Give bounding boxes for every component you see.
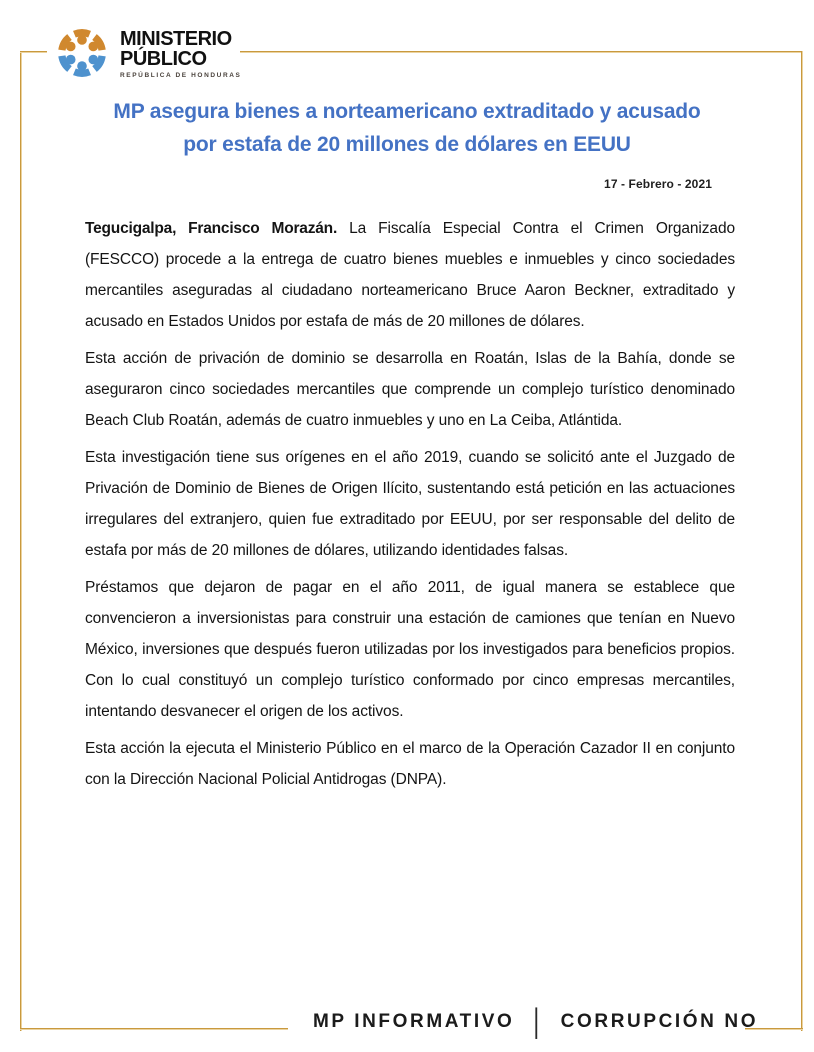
article-date: 17 - Febrero - 2021 [604,177,712,191]
footer-left-label: MP INFORMATIVO [313,1011,515,1032]
footer-right-label: CORRUPCIÓN NO [560,1011,759,1032]
footer-separator: │ [529,1007,546,1037]
article-title [82,95,732,161]
frame-top-line [240,51,803,53]
paragraph-text: La Fiscalía Especial Contra el Crimen Organizado (FESCCO) procede a la entrega de cuatro bienes muebles e inmuebles y cinco sociedades mercantiles aseguradas al ciudadano norteamericano Bruce Aaron Beckner, extraditado y acusado en Estados Unidos por estafa de más de 20 millones de dólares. [85,220,735,330]
frame-bottom-left-line [20,1028,288,1030]
logo-name-line2: PÚBLICO [120,48,207,70]
paragraph [85,442,735,566]
paragraph-lead: Tegucigalpa, Francisco Morazán. [85,220,338,237]
frame-top-left-stub [20,51,47,53]
footer-banner [313,1009,758,1035]
logo-subtitle: REPÚBLICA DE HONDURAS [120,72,242,79]
paragraph [85,213,735,337]
paragraph-text: Esta acción la ejecuta el Ministerio Público en el marco de la Operación Cazador II en conjunto con la Dirección Nacional Policial Antidrogas (DNPA). [85,740,735,788]
frame-left-line [20,51,22,1031]
article-title-line1: MP asegura bienes a norteamericano extraditado y acusado [113,100,701,123]
paragraph-text: Esta investigación tiene sus orígenes en el año 2019, cuando se solicitó ante el Juzgado de Privación de Dominio de Bienes de Origen Ilícito, sustentando está petición en las actuaciones irregulares del extranjero, quien fue extraditado por EEUU, por ser responsable del delito de estafa por más de 20 millones de dólares, utilizando identidades falsas. [85,449,735,559]
paragraph [85,343,735,436]
article-body [85,213,735,801]
masthead [53,24,241,82]
people-circle-icon [53,24,111,82]
paragraph [85,572,735,727]
article-title-line2: por estafa de 20 millones de dólares en EEUU [183,133,631,156]
paragraph-text: Préstamos que dejaron de pagar en el año 2011, de igual manera se establece que convencieron a inversionistas para construir una estación de camiones que tenían en Nuevo México, inversiones que después fueron utilizadas por los investigados para beneficios propios. Con lo cual constituyó un complejo turístico conformado por cinco empresas mercantiles, intentando desvanecer el origen de los activos. [85,579,735,720]
paragraph-text: Esta acción de privación de dominio se desarrolla en Roatán, Islas de la Bahía, donde se aseguraron cinco sociedades mercantiles que comprende un complejo turístico denominado Beach Club Roatán, además de cuatro inmuebles y uno en La Ceiba, Atlántida. [85,350,735,429]
frame-right-line [801,51,803,1031]
logo-wordmark [120,29,241,79]
logo-name-line1: MINISTERIO [120,28,232,50]
paragraph [85,733,735,795]
